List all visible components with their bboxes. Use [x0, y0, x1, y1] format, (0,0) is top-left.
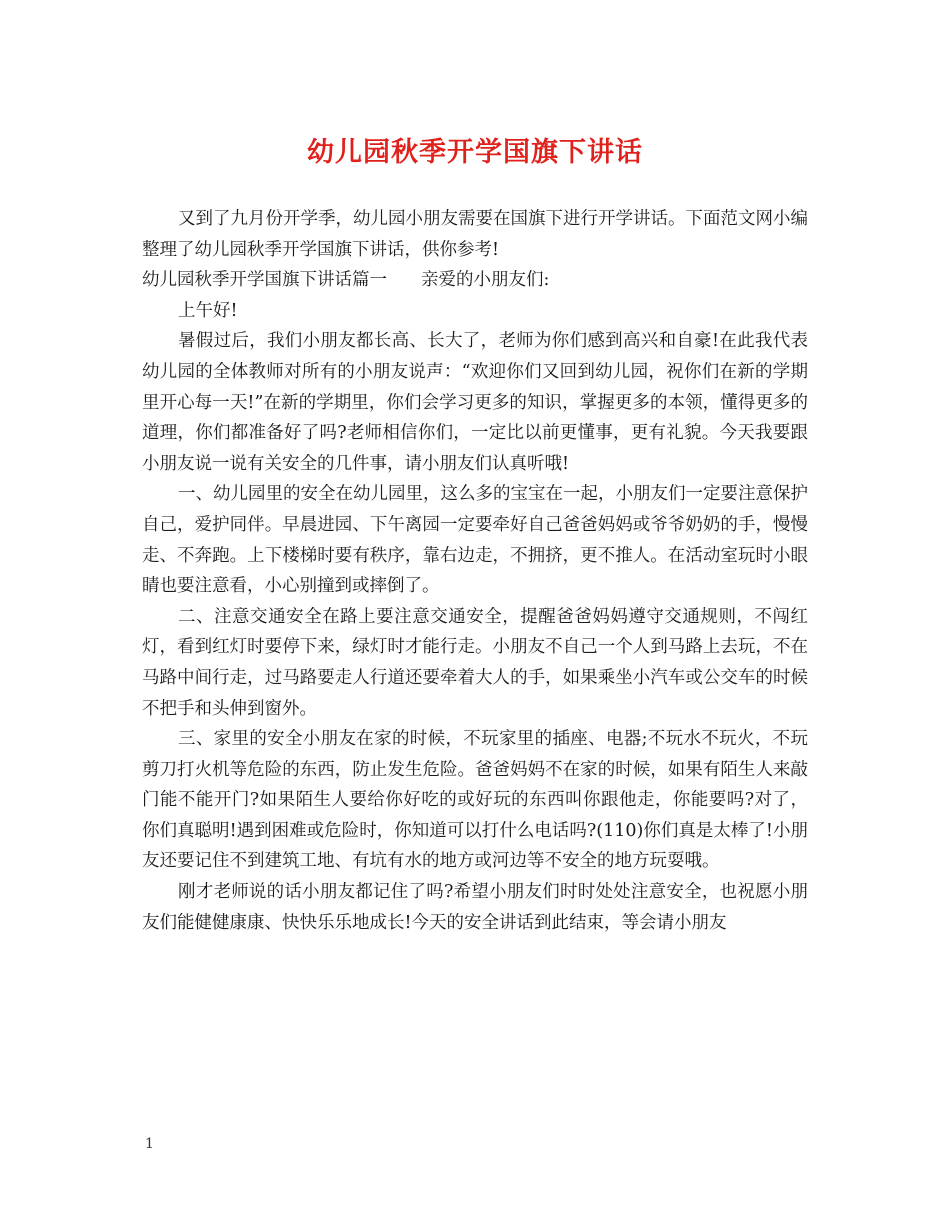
section-heading: 幼儿园秋季开学国旗下讲话篇一 [142, 270, 387, 291]
page-number: 1 [145, 1136, 154, 1152]
document-body [142, 204, 808, 938]
salutation: 亲爱的小朋友们: [421, 270, 550, 291]
body-paragraph-3: 二、注意交通安全在路上要注意交通安全，提醒爸爸妈妈遵守交通规则，不闯红灯，看到红灯时要停下来，绿灯时才能行走。小朋友不自己一个人到马路上去玩，不在马路中间行走，过马路要走人行道还要牵着大人的手，如果乘坐小汽车或公交车的时候不把手和头伸到窗外。 [142, 606, 808, 719]
greeting: 上午好! [178, 300, 238, 321]
page-title: 幼儿园秋季开学国旗下讲话 [307, 137, 643, 168]
body-paragraph-1: 暑假过后，我们小朋友都长高、长大了，老师为你们感到高兴和自豪!在此我代表幼儿园的全体教师对所有的小朋友说声：“欢迎你们又回到幼儿园，祝你们在新的学期里开心每一天!”在新的学期里，你们会学习更多的知识，掌握更多的本领，懂得更多的道理，你们都准备好了吗?老师相信你们，一定比以前更懂事，更有礼貌。今天我要跟小朋友说一说有关安全的几件事，请小朋友们认真听哦! [142, 331, 808, 474]
section-heading-line [142, 265, 808, 296]
intro-paragraph: 又到了九月份开学季，幼儿园小朋友需要在国旗下进行开学讲话。下面范文网小编整理了幼儿园秋季开学国旗下讲话，供你参考! [142, 209, 808, 260]
body-paragraph-2: 一、幼儿园里的安全在幼儿园里，这么多的宝宝在一起，小朋友们一定要注意保护自己，爱护同伴。早晨进园、下午离园一定要牵好自己爸爸妈妈或爷爷奶奶的手，慢慢走、不奔跑。上下楼梯时要有秩序，靠右边走，不拥挤，更不推人。在活动室玩时小眼睛也要注意看，小心别撞到或摔倒了。 [142, 484, 808, 597]
body-paragraph-4: 三、家里的安全小朋友在家的时候，不玩家里的插座、电器;不玩水不玩火，不玩剪刀打火机等危险的东西，防止发生危险。爸爸妈妈不在家的时候，如果有陌生人来敲门能不能开门?如果陌生人要给你好吃的或好玩的东西叫你跟他走，你能要吗?对了，你们真聪明!遇到困难或危险时，你知道可以打什么电话吗?(110)你们真是太棒了!小朋友还要记住不到建筑工地、有坑有水的地方或河边等不安全的地方玩耍哦。 [142, 729, 808, 872]
body-paragraph-5: 刚才老师说的话小朋友都记住了吗?希望小朋友们时时处处注意安全，也祝愿小朋友们能健健康康、快快乐乐地成长!今天的安全讲话到此结束，等会请小朋友 [142, 882, 808, 933]
